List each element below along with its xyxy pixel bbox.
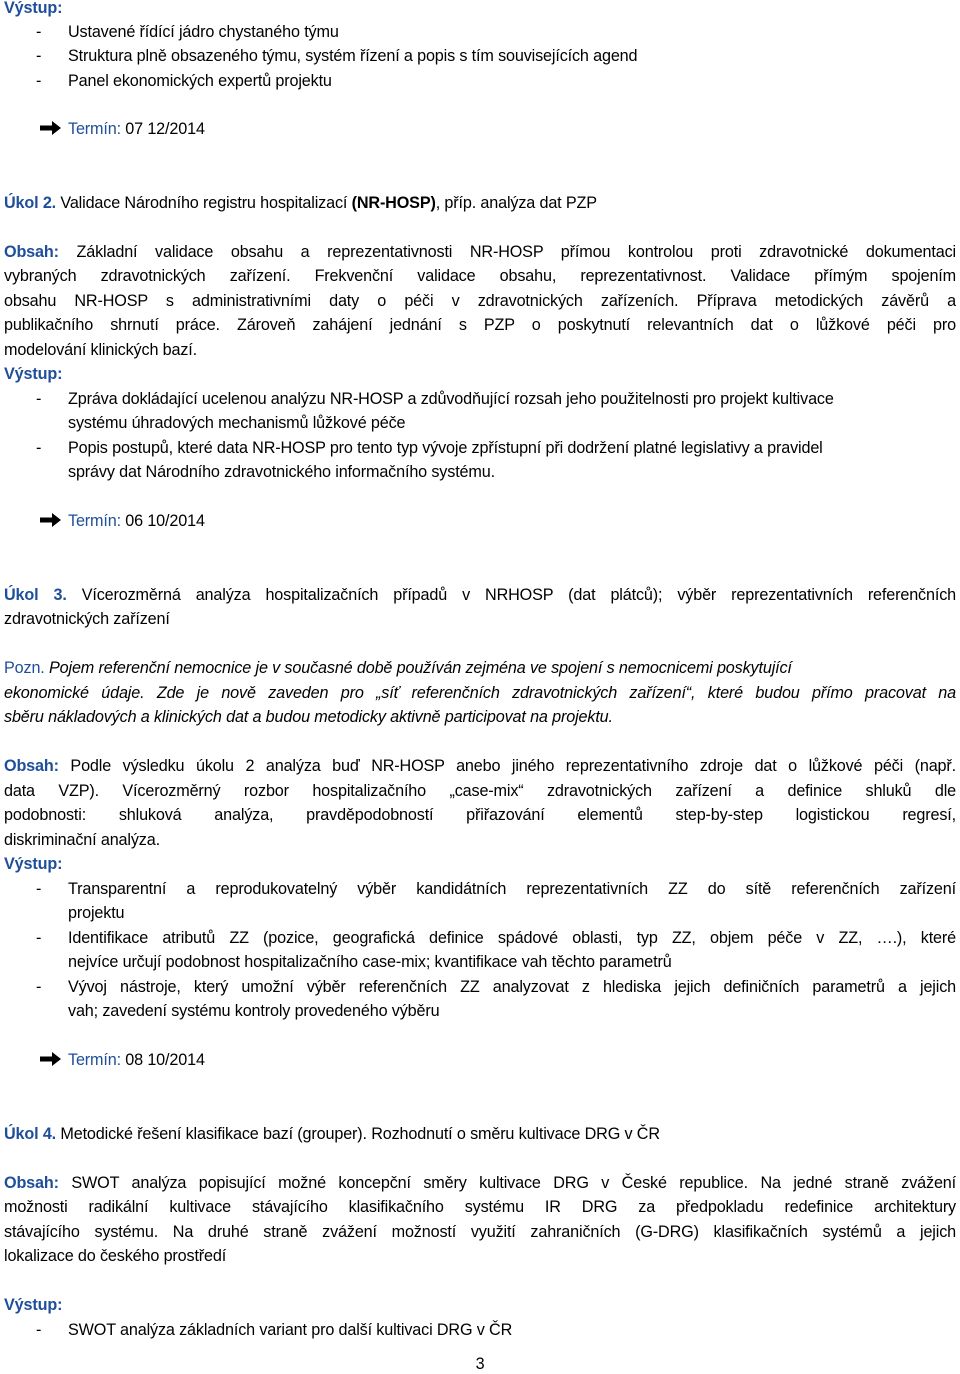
content-paragraph-line: diskriminační analýza. bbox=[4, 831, 160, 849]
list-dash: - bbox=[36, 978, 42, 996]
list-item-continuation: projektu bbox=[68, 904, 125, 922]
list-item: SWOT analýza základních variant pro další kultivaci DRG v ČR bbox=[68, 1321, 513, 1339]
list-item-continuation: vah; zavedení systému kontroly provedeného výběru bbox=[68, 1002, 440, 1020]
task-label: Úkol 2. bbox=[4, 194, 57, 212]
content-paragraph-line: modelování klinických bazí. bbox=[4, 341, 197, 359]
output-label: Výstup: bbox=[4, 0, 63, 17]
list-item: Panel ekonomických expertů projektu bbox=[68, 72, 332, 90]
task-title: Metodické řešení klasifikace bazí (grouper). Rozhodnutí o směru kultivace DRG v ČR bbox=[56, 1125, 660, 1143]
content-paragraph-line: Obsah: SWOT analýza popisující možné koncepční směry kultivace DRG v České republice. Na jedné straně zvážení bbox=[4, 1174, 956, 1192]
content-paragraph-line: Obsah: Základní validace obsahu a reprezentativnosti NR-HOSP přímou kontrolou proti zdravotnické dokumentaci bbox=[4, 243, 956, 261]
right-arrow-icon bbox=[40, 512, 62, 533]
list-item: Identifikace atributů ZZ (pozice, geografická definice spádové oblasti, typ ZZ, objem péče v ZZ, ….), které bbox=[68, 929, 956, 947]
list-item: Transparentní a reprodukovatelný výběr kandidátních reprezentativních ZZ do sítě referenčních zařízení bbox=[68, 880, 956, 898]
note-label: Pozn. bbox=[4, 659, 45, 677]
list-dash: - bbox=[36, 880, 42, 898]
list-item: Ustavené řídící jádro chystaného týmu bbox=[68, 23, 339, 41]
content-label: Obsah: bbox=[4, 757, 59, 775]
list-dash: - bbox=[36, 390, 42, 408]
deadline-label: Termín: bbox=[68, 512, 121, 530]
list-dash: - bbox=[36, 47, 42, 65]
content-paragraph-line: publikačního shrnutí práce. Zároveň zahájení jednání s PZP o poskytnutí relevantních dat o lůžkové péči pro bbox=[4, 316, 956, 334]
deadline bbox=[68, 1050, 956, 1070]
task-title-bold: (NR-HOSP) bbox=[351, 194, 436, 212]
output-label: Výstup: bbox=[4, 365, 63, 383]
list-item: Struktura plně obsazeného týmu, systém řízení a popis s tím souvisejících agend bbox=[68, 47, 638, 65]
content-paragraph-line: možnosti radikální kultivace stávajícího klasifikačního systému IR DRG za předpokladu redefinice architektury bbox=[4, 1198, 956, 1216]
list-item-continuation: správy dat Národního zdravotnického informačního systému. bbox=[68, 463, 495, 481]
content-paragraph-line: data VZP). Vícerozměrný rozbor hospitalizačního „case-mix“ zdravotnických zařízení a definice shluků dle bbox=[4, 782, 956, 800]
task-heading bbox=[4, 585, 956, 605]
list-dash: - bbox=[36, 929, 42, 947]
content-label: Obsah: bbox=[4, 243, 59, 261]
output-label: Výstup: bbox=[4, 1296, 63, 1314]
deadline-value: 06 10/2014 bbox=[125, 512, 205, 530]
list-item-continuation: systému úhradových mechanismů lůžkové péče bbox=[68, 414, 406, 432]
list-dash: - bbox=[36, 439, 42, 457]
note-line: Pozn. Pojem referenční nemocnice je v současné době používán zejména ve spojení s nemocnicemi poskytující bbox=[4, 659, 792, 677]
task-label: Úkol 4. bbox=[4, 1125, 57, 1143]
note-line: ekonomické údaje. Zde je nově zaveden pro „síť referenčních zdravotnických zařízení“, které budou přímo pracovat na bbox=[4, 684, 956, 702]
note-line: sběru nákladových a klinických dat a budou metodicky aktivně participovat na projektu. bbox=[4, 708, 613, 726]
deadline-label: Termín: bbox=[68, 120, 121, 138]
list-dash: - bbox=[36, 1321, 42, 1339]
content-paragraph-line: podobnosti: shluková analýza, pravděpodobností přiřazování elementů step-by-step logistickou regresí, bbox=[4, 806, 956, 824]
content-paragraph-line: stávajícího systému. Na druhé straně zvážení možností využití zahraničních (G-DRG) klasifikačních systémů a jejich bbox=[4, 1223, 956, 1241]
output-label: Výstup: bbox=[4, 855, 63, 873]
deadline-value: 08 10/2014 bbox=[125, 1051, 205, 1069]
deadline-label: Termín: bbox=[68, 1051, 121, 1069]
task-heading bbox=[4, 193, 956, 213]
content-paragraph-line: vybraných zdravotnických zařízení. Frekvenční validace obsahu, reprezentativnost. Validace přímým spojením bbox=[4, 267, 956, 285]
content-paragraph-line: obsahu NR-HOSP s administrativními daty o péči v zdravotnických zařízeních. Příprava metodických závěrů a bbox=[4, 292, 956, 310]
list-item: Vývoj nástroje, který umožní výběr referenčních ZZ analyzovat z hlediska jejich definičních parametrů a jejich bbox=[68, 978, 956, 996]
right-arrow-icon bbox=[40, 120, 62, 141]
task-heading bbox=[4, 1124, 956, 1144]
task-title: Vícerozměrná analýza hospitalizačních případů v NRHOSP (dat plátců); výběr reprezentativních referenčních bbox=[66, 586, 956, 604]
task-title-continuation: zdravotnických zařízení bbox=[4, 610, 170, 628]
content-label: Obsah: bbox=[4, 1174, 59, 1192]
deadline bbox=[68, 119, 956, 139]
task-title: Validace Národního registru hospitalizací bbox=[56, 194, 352, 212]
list-item: Popis postupů, které data NR-HOSP pro tento typ vývoje zpřístupní při dodržení platné legislativy a pravidel bbox=[68, 439, 823, 457]
deadline bbox=[68, 511, 956, 531]
list-item: Zpráva dokládající ucelenou analýzu NR-HOSP a zdůvodňující rozsah jeho použitelnosti pro projekt kultivace bbox=[68, 390, 834, 408]
right-arrow-icon bbox=[40, 1051, 62, 1072]
task-title: , příp. analýza dat PZP bbox=[435, 194, 597, 212]
page-number: 3 bbox=[475, 1355, 485, 1373]
list-dash: - bbox=[36, 23, 42, 41]
deadline-value: 07 12/2014 bbox=[125, 120, 205, 138]
list-item-continuation: nejvíce určují podobnost hospitalizačního case-mix; kvantifikace vah těchto parametrů bbox=[68, 953, 672, 971]
task-label: Úkol 3. bbox=[4, 586, 67, 604]
content-paragraph-line: Obsah: Podle výsledku úkolu 2 analýza buď NR-HOSP anebo jiného reprezentativního zdroje dat o lůžkové péči (např. bbox=[4, 757, 956, 775]
content-paragraph-line: lokalizace do českého prostředí bbox=[4, 1247, 227, 1265]
list-dash: - bbox=[36, 72, 42, 90]
